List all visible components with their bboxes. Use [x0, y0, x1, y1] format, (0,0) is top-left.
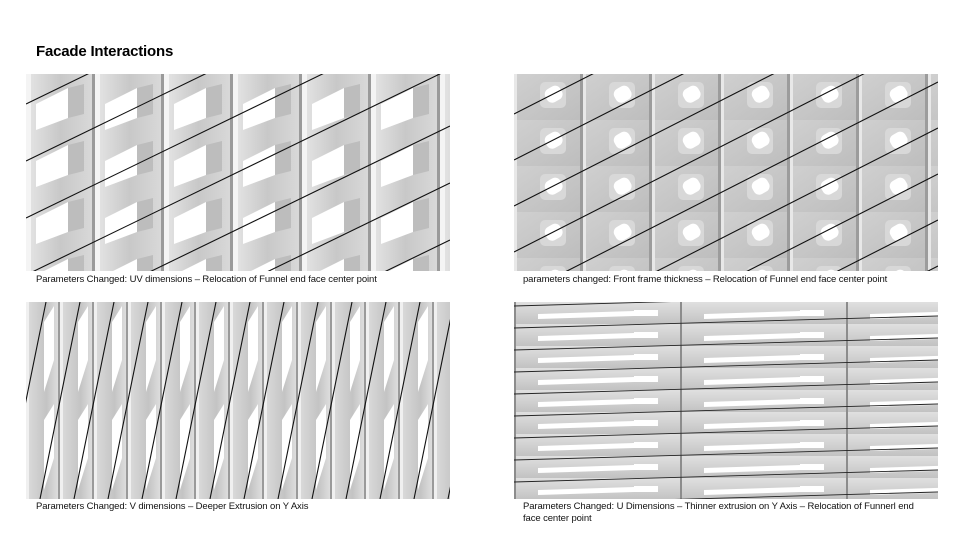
facade-render-uv-dimensions [26, 74, 450, 271]
slide-title: Facade Interactions [36, 43, 174, 60]
facade-render-u-dimensions [514, 302, 938, 499]
facade-render-v-dimensions [26, 302, 450, 499]
caption-front-frame-thickness: parameters changed: Front frame thickness – Relocation of Funnel end face center point [523, 274, 888, 285]
caption-uv-dimensions: Parameters Changed: UV dimensions – Relocation of Funnel end face center point [36, 274, 377, 285]
facade-render-front-frame-thickness [514, 74, 938, 271]
caption-u-dimensions: Parameters Changed: U Dimensions – Thinner extrusion on Y Axis – Relocation of Funnerl end face center point [523, 501, 914, 524]
caption-v-dimensions: Parameters Changed: V dimensions – Deeper Extrusion on Y Axis [36, 501, 309, 512]
